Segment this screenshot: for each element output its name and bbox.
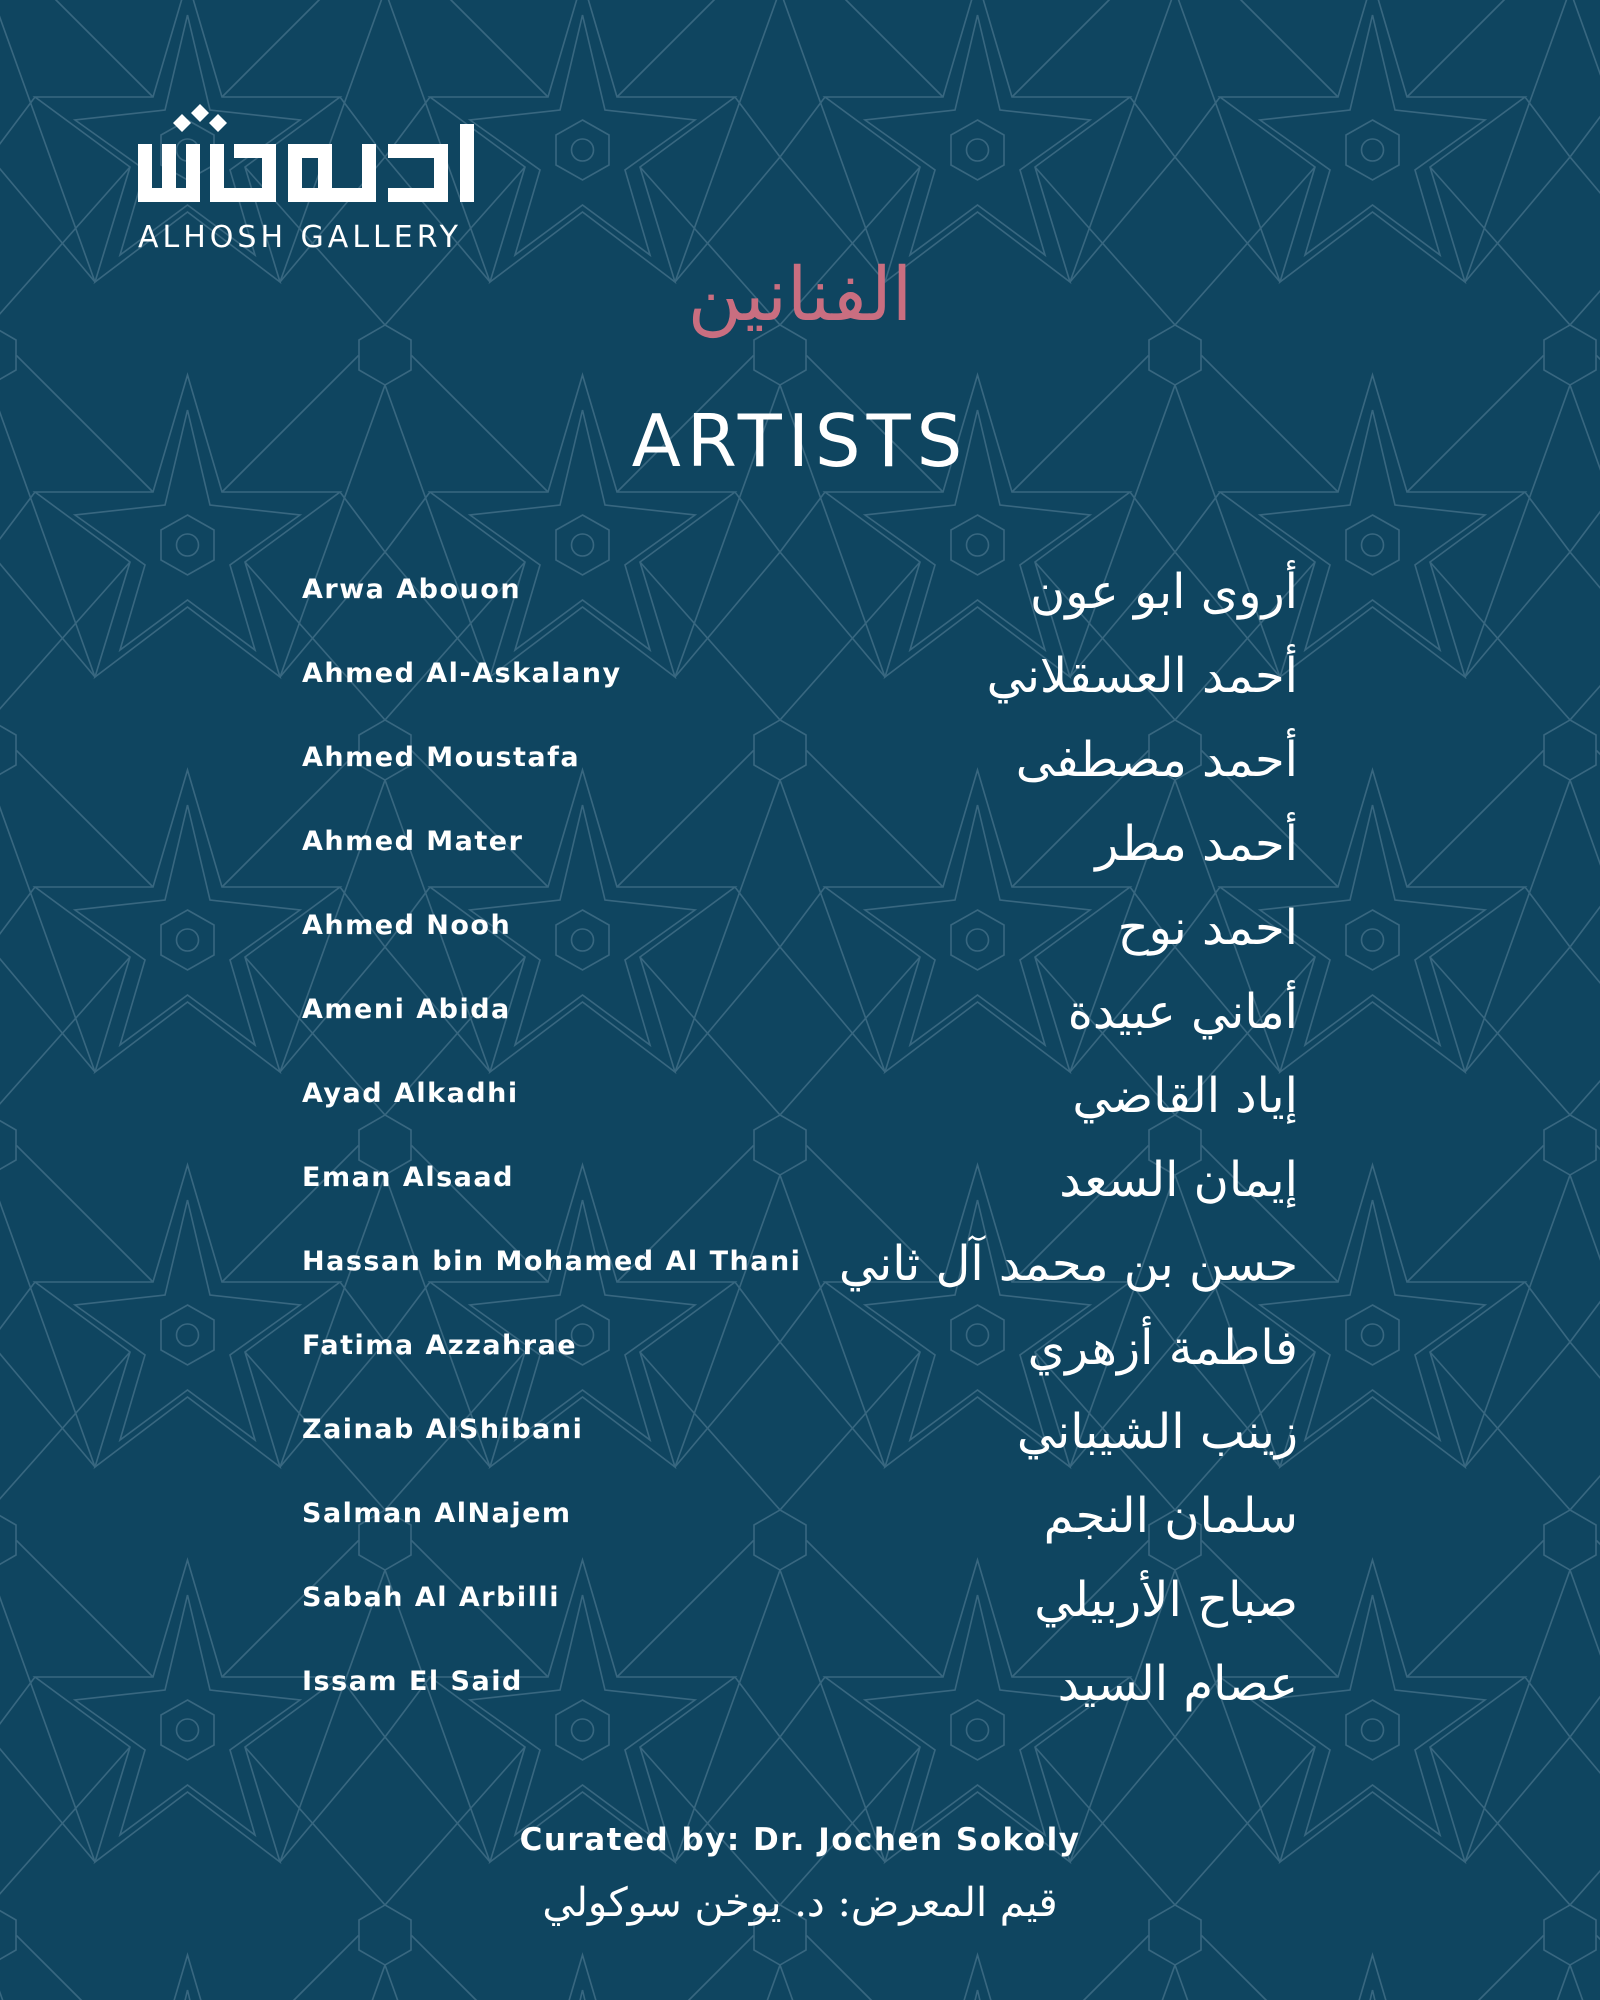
artist-name-english: Salman AlNajem (302, 1498, 572, 1529)
artist-name-english: Zainab AlShibani (302, 1414, 584, 1445)
artist-name-english: Hassan bin Mohamed Al Thani (302, 1246, 802, 1277)
gallery-name: ALHOSH GALLERY (138, 220, 462, 255)
artist-name-english: Sabah Al Arbilli (302, 1582, 560, 1613)
artist-list (0, 548, 1600, 1728)
gallery-logo-mark (138, 102, 478, 212)
artist-row (0, 1472, 1600, 1556)
artist-row (0, 1052, 1600, 1136)
artist-name-arabic: عصام السيد (1057, 1656, 1298, 1712)
artist-name-arabic: إياد القاضي (1072, 1068, 1298, 1124)
artist-name-english: Eman Alsaad (302, 1162, 514, 1193)
artist-row (0, 884, 1600, 968)
artist-name-arabic: حسن بن محمد آل ثاني (838, 1236, 1298, 1292)
artist-name-arabic: أحمد مطر (1095, 816, 1298, 872)
artist-name-arabic: أماني عبيدة (1067, 984, 1298, 1040)
artist-name-arabic: احمد نوح (1117, 900, 1298, 956)
artist-name-arabic: أحمد مصطفى (1015, 732, 1298, 788)
artist-name-arabic: أحمد العسقلاني (986, 648, 1298, 704)
artist-name-english: Ayad Alkadhi (302, 1078, 519, 1109)
artist-row (0, 1388, 1600, 1472)
artist-name-english: Fatima Azzahrae (302, 1330, 578, 1361)
artist-name-english: Issam El Said (302, 1666, 523, 1697)
artist-name-english: Arwa Abouon (302, 574, 522, 605)
curator-english: Curated by: Dr. Jochen Sokoly (519, 1822, 1081, 1858)
artist-name-english: Ameni Abida (302, 994, 511, 1025)
artist-name-arabic: إيمان السعد (1059, 1152, 1298, 1208)
artist-row (0, 1304, 1600, 1388)
artist-name-arabic: صباح الأربيلي (1034, 1572, 1298, 1628)
artist-row (0, 1640, 1600, 1724)
gallery-logo (138, 102, 478, 262)
heading-english: ARTISTS (631, 399, 969, 483)
heading-arabic: الفنانين (687, 252, 913, 338)
artist-name-arabic: أروى ابو عون (1030, 564, 1298, 620)
artist-name-arabic: زينب الشيباني (1016, 1404, 1298, 1460)
artist-name-english: Ahmed Moustafa (302, 742, 581, 773)
artist-row (0, 716, 1600, 800)
artist-row (0, 1556, 1600, 1640)
artist-row (0, 968, 1600, 1052)
artist-row (0, 800, 1600, 884)
artist-row (0, 1220, 1600, 1304)
curator-arabic: قيم المعرض: د. يوخن سوكولي (542, 1880, 1058, 1926)
artist-name-arabic: سلمان النجم (1043, 1488, 1298, 1544)
artist-name-english: Ahmed Nooh (302, 910, 512, 941)
artist-name-english: Ahmed Al-Askalany (302, 658, 622, 689)
artist-row (0, 548, 1600, 632)
artist-name-english: Ahmed Mater (302, 826, 524, 857)
artist-row (0, 1136, 1600, 1220)
artist-row (0, 632, 1600, 716)
artist-name-arabic: فاطمة أزهري (1027, 1320, 1298, 1376)
